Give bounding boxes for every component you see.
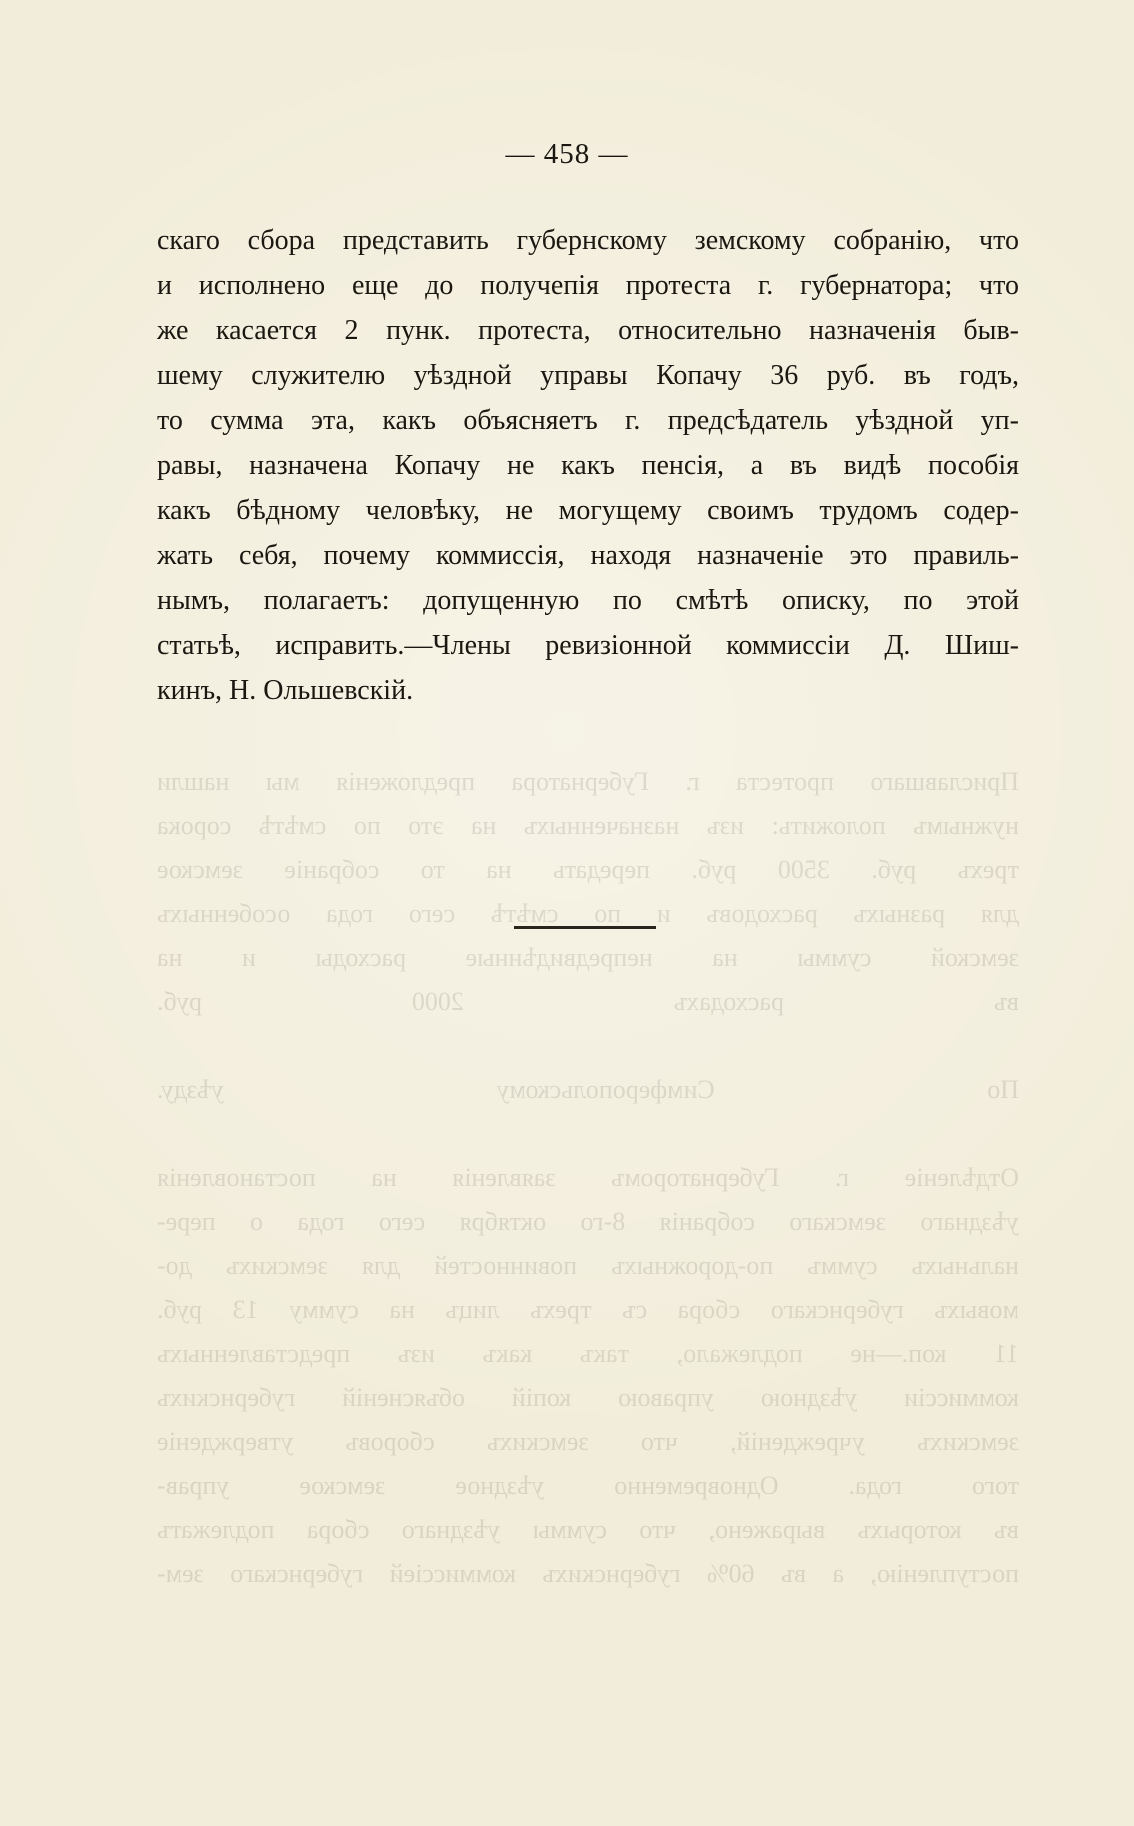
bleed-through-line: уѣзднаго земскаго собранія 8-го октября сего года о пере- [157, 1207, 1019, 1236]
text-line: какъ бѣдному человѣку, не могущему своимъ трудомъ содер- [157, 495, 1019, 526]
text-line: скаго сбора представить губернскому земскому собранію, что [157, 225, 1019, 256]
text-line: шему служителю уѣздной управы Копачу 36 руб. въ годъ, [157, 360, 1019, 391]
bleed-through-line: для разныхъ расходовъ и по смѣтѣ сего года особенныхъ [157, 899, 1019, 928]
body-text [157, 218, 1019, 713]
text-line: равы, назначена Копачу не какъ пенсія, а въ видѣ пособія [157, 450, 1019, 481]
bleed-through-line: коммиссіи уѣздною управою копій объясненій губернскихъ [157, 1383, 1019, 1412]
text-line: нымъ, полагаетъ: допущенную по смѣтѣ описку, по этой [157, 585, 1019, 616]
text-line: кинъ, Н. Ольшевскій. [157, 675, 414, 706]
bleed-through-line: нужнымъ положить: изъ назначенныхъ на это по смѣтѣ сорока [157, 811, 1019, 840]
bleed-through-line: Приславшаго протеста г. Губернатора предложенія мы нашли [157, 767, 1019, 796]
bleed-through-line: По Симферопольскому уѣзду. [157, 1075, 1019, 1104]
bleed-through-line: трехъ руб. 3500 руб. передать на то собраніе земское [157, 855, 1019, 884]
bleed-through-line: въ которыхъ выражено, что суммы уѣзднаго сбора подлежатъ [157, 1515, 1019, 1544]
bleed-through-line [157, 1112, 1019, 1156]
bleed-through-line: въ расходахъ 2000 руб. [157, 987, 1019, 1016]
text-line: то сумма эта, какъ объясняетъ г. предсѣдатель уѣздной уп- [157, 405, 1019, 436]
text-line: жать себя, почему коммиссія, находя назначеніе это правиль- [157, 540, 1019, 571]
bleed-through-line: земской суммы на непредвидѣнные расходы и на [157, 943, 1019, 972]
bleed-through-line: 11 коп.—не подлежало, такъ какъ изъ представленныхъ [157, 1339, 1019, 1368]
bleed-through-line [157, 1024, 1019, 1068]
text-line: статьѣ, исправить.—Члены ревизіонной коммиссіи Д. Шиш- [157, 630, 1019, 661]
bleed-through-line: нальныхъ суммъ по-дорожныхъ повинностей для земскихъ до- [157, 1251, 1019, 1280]
bleed-through-line: поступленію, а въ 60% губернскихъ коммиссіей губернскаго зем- [157, 1559, 1019, 1588]
text-line: и исполнено еще до получепія протеста г. губернатора; что [157, 270, 1019, 301]
text-line: же касается 2 пунк. протеста, относительно назначенія быв- [157, 315, 1019, 346]
section-divider [514, 926, 656, 929]
page-number: — 458 — [505, 138, 629, 170]
bleed-through-texture [157, 760, 1019, 1596]
bleed-through-line: Отдѣленіе г. Губернаторомъ заявленія на постановленія [157, 1163, 1019, 1192]
bleed-through-line: того года. Одновременно уѣздное земское управ- [157, 1471, 1019, 1500]
bleed-through-line: земскихъ учрежденій, что земскихъ сборовъ утвержденіе [157, 1427, 1019, 1456]
bleed-through-line: мовыхъ губернскаго сбора съ трехъ лицъ на сумму 13 руб. [157, 1295, 1019, 1324]
